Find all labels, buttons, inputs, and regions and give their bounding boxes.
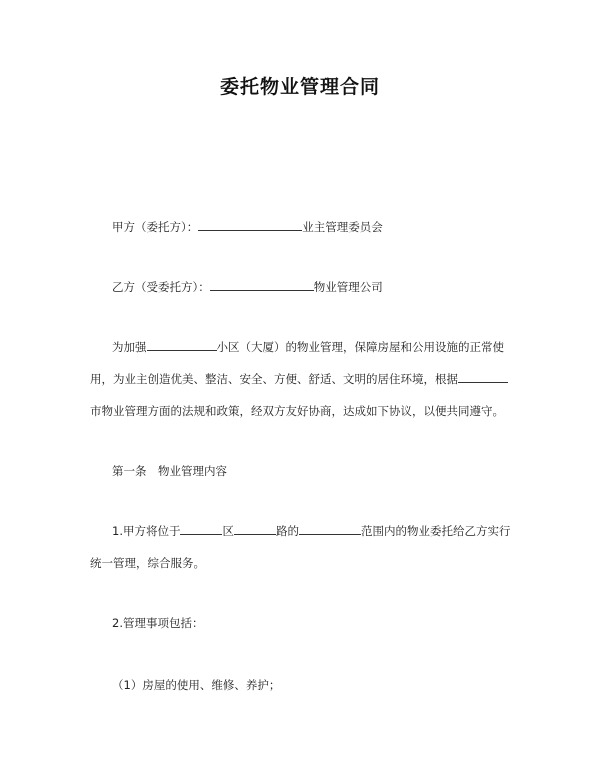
road-blank[interactable] — [234, 523, 276, 535]
party-b-suffix: 物业管理公司 — [313, 280, 383, 294]
item-1-text-c: 路的 — [275, 524, 299, 538]
article-1-heading: 第一条 物业管理内容 — [112, 464, 227, 478]
item-1-text-a: 1.甲方将位于 — [112, 524, 181, 538]
preamble-text-3: 用，为业主创造优美、整洁、安全、方便、舒适、文明的居住环境，根据 — [90, 372, 458, 386]
preamble-text-1: 为加强 — [112, 340, 147, 354]
party-a-line — [112, 219, 383, 235]
party-b-blank[interactable] — [210, 279, 314, 291]
item-1-line-2: 统一管理，综合服务。 — [90, 556, 205, 570]
party-a-suffix: 业主管理委员会 — [302, 220, 383, 234]
preamble-line-1 — [112, 339, 504, 355]
party-b-line — [112, 279, 383, 295]
preamble-text-2: 小区（大厦）的物业管理，保障房屋和公用设施的正常使 — [216, 340, 504, 354]
district-blank[interactable] — [180, 523, 222, 535]
preamble-text-4: 市物业管理方面的法规和政策，经双方友好协商，达成如下协议，以便共同遵守。 — [90, 404, 504, 418]
sub-item-1-line: （1）房屋的使用、维修、养护； — [112, 678, 281, 692]
party-b-label: 乙方（受委托方）： — [112, 280, 210, 294]
preamble-line-3 — [90, 403, 504, 419]
scope-blank[interactable] — [299, 523, 361, 535]
item-1-text-d: 范围内的物业委托给乙方实行 — [360, 524, 511, 538]
preamble-line-2 — [90, 371, 508, 387]
party-a-blank[interactable] — [198, 219, 302, 231]
party-a-label: 甲方（委托方）： — [112, 220, 199, 234]
item-1-text-b: 区 — [222, 524, 234, 538]
city-name-blank[interactable] — [458, 371, 508, 383]
community-name-blank[interactable] — [147, 339, 217, 351]
item-2-line: 2.管理事项包括： — [112, 616, 204, 630]
document-title: 委托物业管理合同 — [219, 76, 380, 98]
item-1-line-1 — [112, 523, 510, 539]
